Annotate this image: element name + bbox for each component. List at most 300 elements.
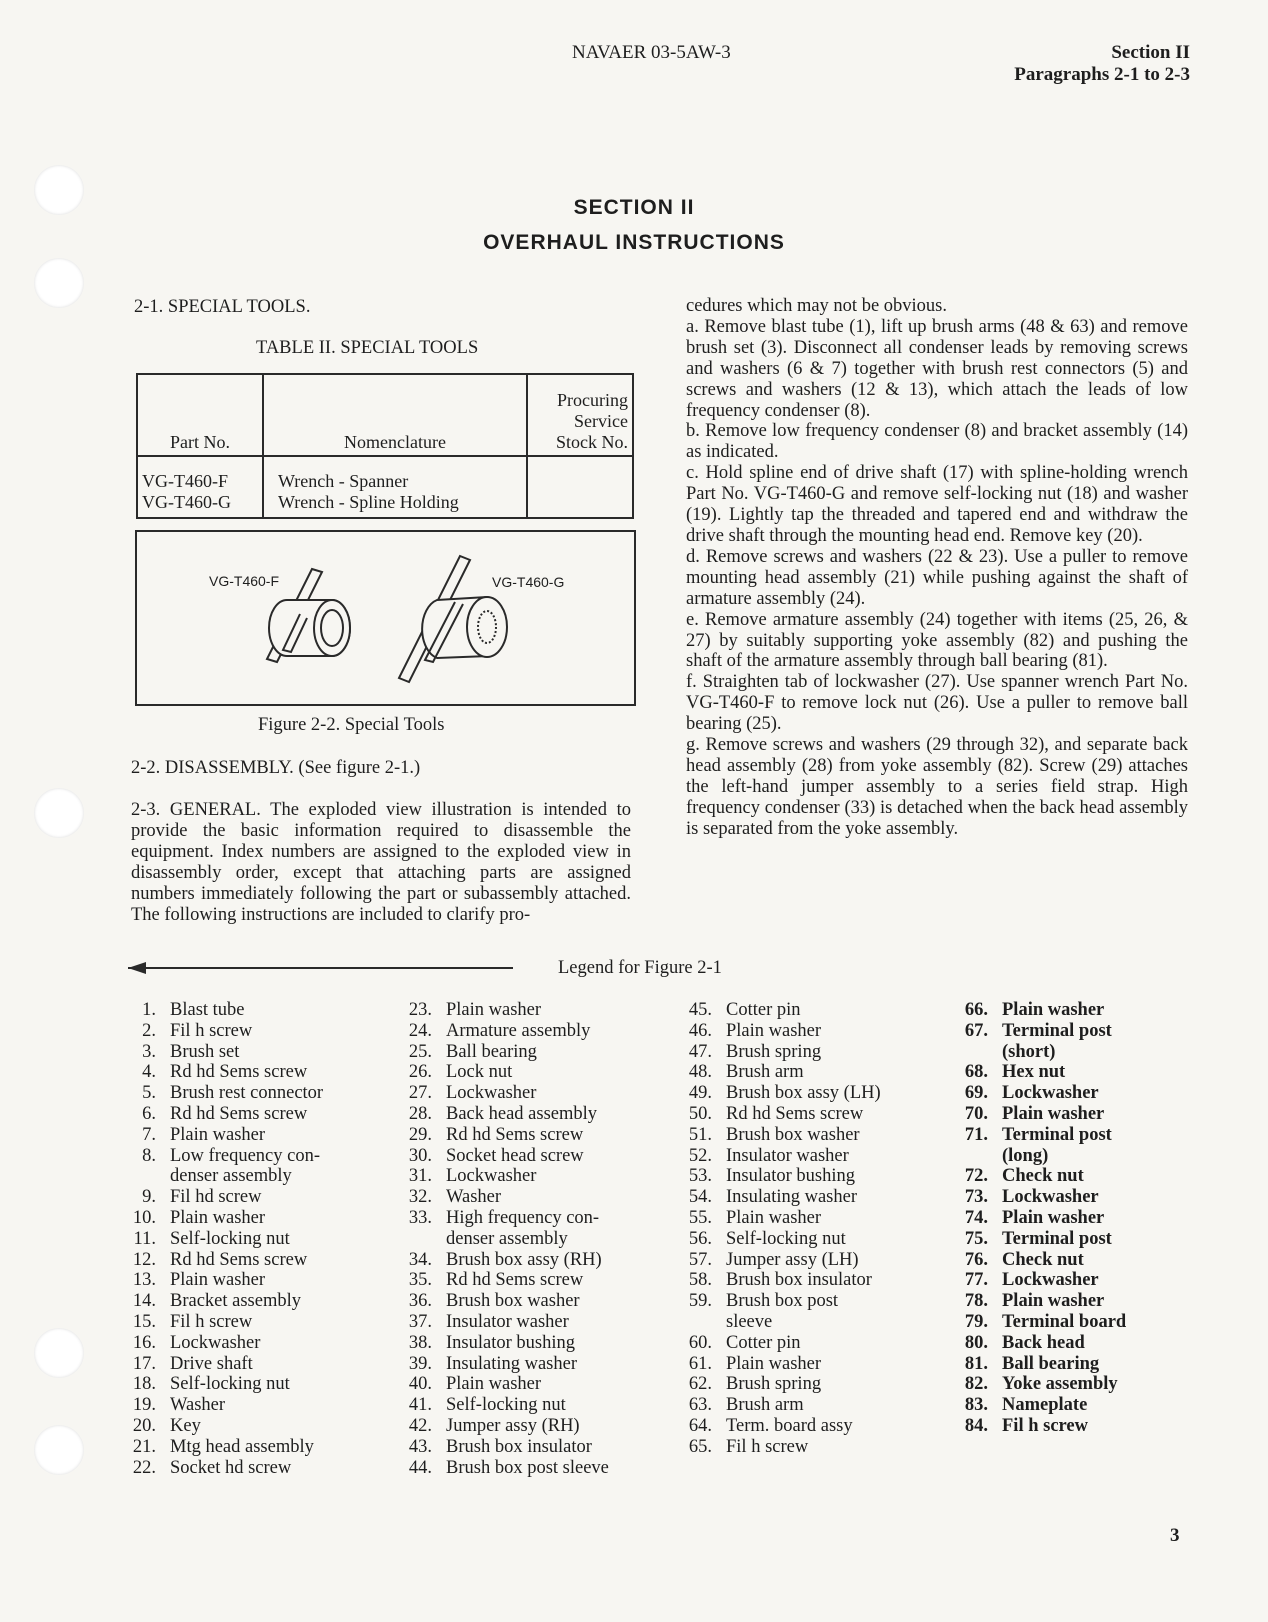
binder-hole-upper	[34, 258, 84, 308]
legend-item-number: 5.	[142, 1083, 156, 1104]
legend-item-name: Plain washer	[1002, 1207, 1105, 1228]
legend-item-number: 3.	[142, 1041, 156, 1062]
legend-item-number: 25.	[408, 1041, 432, 1062]
binder-hole-bottom	[34, 1328, 84, 1378]
legend-item-name: (short)	[1002, 1041, 1056, 1062]
legend-item-number: 36.	[408, 1291, 432, 1312]
legend-item-number: 24.	[408, 1020, 432, 1041]
legend-item-number: 23.	[408, 1000, 432, 1020]
legend-item-number: 34.	[408, 1249, 432, 1270]
legend-item	[126, 1083, 323, 1104]
legend-item	[126, 1229, 323, 1250]
legend-item	[126, 1187, 323, 1208]
legend-item-name: Drive shaft	[170, 1353, 253, 1374]
step-f: f. Straighten tab of lockwasher (27). Use spanner wrench Part No. VG-T460-F to remove lock nut (26). Use a puller to remove ball bearing (25).	[686, 672, 1188, 735]
binder-hole-lower	[34, 1425, 84, 1475]
legend-item-name: Brush spring	[726, 1041, 822, 1062]
legend-item-name: Lock nut	[446, 1062, 513, 1083]
legend-item-number: 16.	[132, 1332, 156, 1353]
legend-item-number: 58.	[688, 1270, 712, 1291]
legend-item-name: Lockwasher	[446, 1083, 537, 1104]
legend-item-number: 33.	[408, 1207, 432, 1228]
legend-item	[404, 1291, 609, 1312]
step-d: d. Remove screws and washers (22 & 23). Use a puller to remove mounting head assembly (21) while pushing against the shaft of armature assembly (24).	[686, 546, 1188, 609]
legend-item	[404, 1125, 609, 1146]
legend-item-name: Terminal post	[1002, 1020, 1112, 1041]
legend-item	[404, 1270, 609, 1291]
legend-item	[684, 1187, 881, 1208]
para-2-3-text: 2-3. GENERAL. The exploded view illustration is intended to provide the basic information required to disassemble the equipment. Index numbers are assigned to the exploded view in disassembly order, except that attaching parts are assigned numbers immediately following the part or subassembly attached. The following instructions are included to clarify pro-	[131, 800, 631, 925]
legend-item-name: Washer	[170, 1395, 226, 1416]
legend-item-number: 43.	[408, 1436, 432, 1457]
legend-item-number: 71.	[964, 1124, 988, 1145]
legend-item-number: 30.	[408, 1145, 432, 1166]
section-label: Section II	[1111, 42, 1190, 63]
legend-item-number: 44.	[408, 1457, 432, 1478]
legend-item-name: Rd hd Sems screw	[446, 1124, 584, 1145]
legend-item-number: 38.	[408, 1332, 432, 1353]
step-g: g. Remove screws and washers (29 through 32), and separate back head assembly (28) from yoke assembly (82). Screw (29) attaches the left-hand jumper assembly to a series field strap. High frequency condenser (33) is detached when the back head assembly is separated from the yoke assembly.	[686, 735, 1188, 839]
legend-item-name: Lockwasher	[170, 1332, 261, 1353]
legend-item	[960, 1021, 1126, 1042]
legend-item-number: 37.	[408, 1311, 432, 1332]
step-e: e. Remove armature assembly (24) together with items (25, 26, & 27) by suitably supporting yoke assembly (82) and pushing the shaft of the armature assembly through ball bearing (81).	[686, 609, 1188, 672]
spanner-wrench-drawing	[267, 569, 350, 662]
legend-item-name: Socket head screw	[446, 1145, 584, 1166]
legend-item-number: 15.	[132, 1311, 156, 1332]
legend-item-number: 55.	[688, 1207, 712, 1228]
legend-item-name: Mtg head assembly	[170, 1436, 314, 1457]
legend-item-number: 65.	[688, 1436, 712, 1457]
legend-item-number: 80.	[964, 1332, 988, 1353]
legend-item-number: 48.	[688, 1062, 712, 1083]
legend-item-number: 12.	[132, 1249, 156, 1270]
legend-item-name: Back head	[1002, 1332, 1085, 1353]
legend-item	[684, 1291, 881, 1312]
legend-item-name: Yoke assembly	[1002, 1374, 1118, 1395]
legend-item-name: Brush box assy (LH)	[726, 1083, 881, 1104]
legend-item	[404, 1208, 609, 1229]
legend-item-name: Brush arm	[726, 1062, 804, 1083]
legend-item	[126, 1437, 323, 1458]
legend-item-name: Jumper assy (RH)	[446, 1415, 580, 1436]
legend-item-name: Nameplate	[1002, 1395, 1088, 1416]
figure-caption: Figure 2-2. Special Tools	[258, 715, 445, 735]
legend-item	[404, 1229, 609, 1250]
legend-item-number: 79.	[964, 1311, 988, 1332]
legend-item-name: Plain washer	[726, 1020, 822, 1041]
para-2-2-heading: 2-2. DISASSEMBLY. (See figure 2-1.)	[131, 758, 421, 778]
legend-item	[960, 1333, 1126, 1354]
legend-item-number: 26.	[408, 1062, 432, 1083]
legend-item	[684, 1083, 881, 1104]
legend-item	[960, 1354, 1126, 1375]
legend-item	[126, 1458, 323, 1479]
legend-item-number: 31.	[408, 1166, 432, 1187]
legend-item	[126, 1208, 323, 1229]
legend-item	[404, 1416, 609, 1437]
legend-item-number: 47.	[688, 1041, 712, 1062]
legend-item-number: 51.	[688, 1124, 712, 1145]
legend-item-name: Back head assembly	[446, 1103, 598, 1124]
legend-item	[126, 1021, 323, 1042]
legend-item-number: 67.	[964, 1020, 988, 1041]
legend-item-name: Check nut	[1002, 1249, 1084, 1270]
legend-item	[126, 1104, 323, 1125]
legend-item-name: Insulator washer	[446, 1311, 569, 1332]
legend-item	[404, 1374, 609, 1395]
legend-item	[404, 1333, 609, 1354]
legend-item-name: Brush box washer	[446, 1291, 580, 1312]
header-part-no: Part No.	[137, 374, 263, 456]
legend-item-name: Plain washer	[446, 1374, 542, 1395]
legend-item	[404, 1083, 609, 1104]
legend-item	[960, 1042, 1126, 1063]
legend-item-number	[960, 1146, 988, 1167]
legend-item-number: 72.	[964, 1166, 988, 1187]
legend-item-number: 62.	[688, 1374, 712, 1395]
legend-item-name: Insulating washer	[446, 1353, 578, 1374]
part-no-cell	[137, 456, 263, 518]
legend-item	[126, 1354, 323, 1375]
legend-item-name: Plain washer	[446, 1000, 542, 1020]
legend-item-number: 70.	[964, 1103, 988, 1124]
step-a: a. Remove blast tube (1), lift up brush arms (48 & 63) and remove brush set (3). Disconnect all condenser leads by removing screws and washers (6 & 7) together with brush rest connectors (5) and screws and washers (12 & 13), which attach the leads of low frequency condenser (8).	[686, 316, 1188, 421]
special-tools-table	[136, 373, 634, 519]
legend-item	[404, 1250, 609, 1271]
legend-item	[404, 1146, 609, 1167]
legend-column-2	[404, 1000, 609, 1478]
legend-item-number: 77.	[964, 1270, 988, 1291]
legend-item	[404, 1021, 609, 1042]
legend-item-name: Self-locking nut	[170, 1374, 290, 1395]
legend-item-name: Ball bearing	[1002, 1353, 1100, 1374]
legend-item-name: Insulator washer	[726, 1145, 849, 1166]
legend-item-name: sleeve	[726, 1311, 773, 1332]
legend-item	[684, 1416, 881, 1437]
legend-item-number: 21.	[132, 1436, 156, 1457]
legend-item-name: Washer	[446, 1187, 502, 1208]
nomenclature-row-1: Wrench - Spanner	[278, 471, 409, 491]
legend-item	[960, 1374, 1126, 1395]
legend-item	[126, 1333, 323, 1354]
legend-item	[684, 1021, 881, 1042]
legend-item-number: 54.	[688, 1187, 712, 1208]
section-reference	[900, 42, 1190, 86]
legend-item-name: Self-locking nut	[446, 1395, 566, 1416]
legend-item-number: 61.	[688, 1353, 712, 1374]
legend-item-name: Self-locking nut	[726, 1228, 846, 1249]
legend-item	[404, 1354, 609, 1375]
legend-item-name: Blast tube	[170, 1000, 245, 1020]
legend-item	[960, 1291, 1126, 1312]
step-c: c. Hold spline end of drive shaft (17) with spline-holding wrench Part No. VG-T460-G and remove self-locking nut (18) and washer (19). Lightly tap the threaded and tapered end and withdraw the drive shaft through the mounting head end. Remove key (20).	[686, 463, 1188, 546]
legend-item-name: Key	[170, 1415, 201, 1436]
legend-item-number: 42.	[408, 1415, 432, 1436]
legend-item	[684, 1333, 881, 1354]
legend-item-name: Rd hd Sems screw	[170, 1062, 308, 1083]
legend-item-name: Brush spring	[726, 1374, 822, 1395]
table-title: TABLE II. SPECIAL TOOLS	[256, 338, 479, 358]
legend-item-name: Jumper assy (LH)	[726, 1249, 859, 1270]
legend-item-name: Terminal post	[1002, 1124, 1112, 1145]
legend-item	[126, 1042, 323, 1063]
legend-item	[960, 1166, 1126, 1187]
legend-column-4	[960, 1000, 1126, 1437]
legend-item-number: 40.	[408, 1374, 432, 1395]
legend-item-name: Armature assembly	[446, 1020, 591, 1041]
legend-column-3	[684, 1000, 881, 1458]
legend-item	[404, 1312, 609, 1333]
legend-item	[404, 1437, 609, 1458]
legend-item-number: 9.	[142, 1187, 156, 1208]
doc-number: NAVAER 03-5AW-3	[572, 42, 731, 63]
special-tools-figure	[135, 530, 636, 706]
legend-item-number: 28.	[408, 1103, 432, 1124]
legend-item-number: 11.	[133, 1228, 156, 1249]
legend-item-name: Ball bearing	[446, 1041, 537, 1062]
legend-item-number: 81.	[964, 1353, 988, 1374]
legend-item-name: Socket hd screw	[170, 1457, 292, 1478]
legend-item-number	[684, 1312, 712, 1333]
legend-item-number: 41.	[408, 1395, 432, 1416]
legend-item-name: Rd hd Sems screw	[170, 1249, 308, 1270]
legend-item-name: Fil h screw	[1002, 1415, 1088, 1436]
legend-item	[126, 1062, 323, 1083]
legend-item-number: 45.	[688, 1000, 712, 1020]
legend-item-number: 75.	[964, 1228, 988, 1249]
legend-item-number	[126, 1166, 156, 1187]
legend-item-name: denser assembly	[170, 1166, 292, 1187]
legend-item-number: 17.	[132, 1353, 156, 1374]
legend-item-number: 46.	[688, 1020, 712, 1041]
legend-item-name: Plain washer	[726, 1353, 822, 1374]
legend-item-number: 60.	[688, 1332, 712, 1353]
legend-item	[126, 1250, 323, 1271]
legend-item-name: (long)	[1002, 1145, 1049, 1166]
legend-item-number: 39.	[408, 1353, 432, 1374]
legend-item	[684, 1312, 881, 1333]
legend-item-number: 27.	[408, 1083, 432, 1104]
legend-title: Legend for Figure 2-1	[558, 958, 722, 978]
legend-item-name: Rd hd Sems screw	[446, 1270, 584, 1291]
legend-item-name: Terminal board	[1002, 1311, 1127, 1332]
legend-item-name: Cotter pin	[726, 1000, 801, 1020]
legend-item	[404, 1458, 609, 1479]
legend-item	[960, 1250, 1126, 1271]
legend-item-name: Cotter pin	[726, 1332, 801, 1353]
legend-item-number: 76.	[964, 1249, 988, 1270]
legend-item-number: 57.	[688, 1249, 712, 1270]
paragraphs-label: Paragraphs 2-1 to 2-3	[1014, 64, 1190, 85]
header-nomenclature: Nomenclature	[263, 374, 527, 456]
legend-item-name: Check nut	[1002, 1166, 1084, 1187]
legend-item-name: Insulating washer	[726, 1187, 858, 1208]
legend-item-number: 50.	[688, 1103, 712, 1124]
legend-arrow-line	[128, 967, 513, 969]
legend-item-number: 13.	[132, 1270, 156, 1291]
legend-item	[404, 1166, 609, 1187]
legend-item	[960, 1416, 1126, 1437]
legend-item	[126, 1146, 323, 1167]
legend-item-number: 22.	[132, 1457, 156, 1478]
tool-drawings	[137, 532, 634, 704]
legend-item-name: Brush box post sleeve	[446, 1457, 609, 1478]
legend-item-name: Insulator bushing	[726, 1166, 855, 1187]
legend-item-name: Plain washer	[1002, 1103, 1105, 1124]
steps-intro: cedures which may not be obvious.	[686, 296, 947, 316]
legend-item	[404, 1000, 609, 1021]
legend-item-number: 4.	[142, 1062, 156, 1083]
legend-item-name: Rd hd Sems screw	[726, 1103, 864, 1124]
legend-item	[960, 1395, 1126, 1416]
legend-item-number: 32.	[408, 1187, 432, 1208]
legend-item-name: Terminal post	[1002, 1228, 1112, 1249]
legend-item-name: Brush set	[170, 1041, 240, 1062]
legend-item-name: denser assembly	[446, 1228, 568, 1249]
legend-item	[960, 1187, 1126, 1208]
legend-item	[404, 1395, 609, 1416]
legend-item-name: Brush box assy (RH)	[446, 1249, 602, 1270]
legend-item-number: 6.	[142, 1103, 156, 1124]
legend-item-name: High frequency con-	[446, 1207, 600, 1228]
legend-item-name: Rd hd Sems screw	[170, 1103, 308, 1124]
legend-item-number: 74.	[964, 1207, 988, 1228]
legend-item-number: 69.	[964, 1083, 988, 1104]
legend-item-name: Fil h screw	[170, 1020, 253, 1041]
legend-item	[126, 1270, 323, 1291]
legend-item-number: 8.	[142, 1145, 156, 1166]
legend-item-number	[404, 1229, 432, 1250]
legend-item-name: Fil h screw	[170, 1311, 253, 1332]
legend-item-name: Brush box post	[726, 1291, 839, 1312]
legend-item-number: 18.	[132, 1374, 156, 1395]
legend-item-name: Lockwasher	[1002, 1083, 1099, 1104]
legend-item-name: Hex nut	[1002, 1062, 1066, 1083]
legend-item	[404, 1104, 609, 1125]
legend-item-number: 19.	[132, 1395, 156, 1416]
legend-item-number: 35.	[408, 1270, 432, 1291]
legend-item	[684, 1374, 881, 1395]
legend-item	[684, 1146, 881, 1167]
legend-item-name: Lockwasher	[446, 1166, 537, 1187]
legend-item	[960, 1104, 1126, 1125]
tool-label-f: VG-T460-F	[209, 573, 280, 589]
legend-item	[960, 1062, 1126, 1083]
legend-item-name: Lockwasher	[1002, 1270, 1099, 1291]
legend-item-number: 29.	[408, 1124, 432, 1145]
legend-item	[126, 1312, 323, 1333]
legend-item-number: 53.	[688, 1166, 712, 1187]
legend-item	[684, 1437, 881, 1458]
legend-item	[960, 1270, 1126, 1291]
para-2-1-heading: 2-1. SPECIAL TOOLS.	[134, 297, 311, 317]
legend-item-name: Plain washer	[170, 1207, 266, 1228]
table-header-row	[137, 374, 633, 456]
legend-item-number: 82.	[964, 1374, 988, 1395]
legend-item	[126, 1416, 323, 1437]
legend-item-number: 49.	[688, 1083, 712, 1104]
legend-item-number: 73.	[964, 1187, 988, 1208]
legend-item-number: 56.	[688, 1228, 712, 1249]
legend-item	[684, 1125, 881, 1146]
legend-item-number: 20.	[132, 1415, 156, 1436]
legend-item-name: Brush box washer	[726, 1124, 860, 1145]
legend-item	[684, 1250, 881, 1271]
legend-item-name: Lockwasher	[1002, 1187, 1099, 1208]
legend-item-name: Brush rest connector	[170, 1083, 324, 1104]
legend-item	[404, 1187, 609, 1208]
spline-wrench-drawing	[399, 556, 507, 682]
legend-item-name: Plain washer	[1002, 1291, 1105, 1312]
legend-item-name: Brush box insulator	[726, 1270, 872, 1291]
legend-item-name: Plain washer	[726, 1207, 822, 1228]
legend-item	[960, 1083, 1126, 1104]
legend-item	[960, 1229, 1126, 1250]
legend-item-name: Brush box insulator	[446, 1436, 592, 1457]
legend-item	[404, 1042, 609, 1063]
legend-item-name: Plain washer	[1002, 1000, 1105, 1020]
legend-item	[684, 1354, 881, 1375]
tool-label-g: VG-T460-G	[492, 574, 565, 590]
legend-item-number	[960, 1042, 988, 1063]
legend-item-number: 64.	[688, 1415, 712, 1436]
legend-item-name: Brush arm	[726, 1395, 804, 1416]
legend-item-name: Plain washer	[170, 1124, 266, 1145]
legend-item-number: 83.	[964, 1395, 988, 1416]
nomenclature-cell	[263, 456, 527, 518]
legend-item	[684, 1166, 881, 1187]
legend-item-name: Low frequency con-	[170, 1145, 320, 1166]
legend-item	[404, 1062, 609, 1083]
binder-hole-middle	[34, 788, 84, 838]
legend-item-number: 1.	[142, 1000, 156, 1020]
legend-item-name: Fil h screw	[726, 1436, 809, 1457]
legend-item-name: Plain washer	[170, 1270, 266, 1291]
legend-item	[960, 1125, 1126, 1146]
legend-item	[126, 1125, 323, 1146]
legend-item	[960, 1000, 1126, 1021]
legend-item-number: 84.	[964, 1415, 988, 1436]
legend-item-number: 14.	[132, 1291, 156, 1312]
section-title: SECTION II	[573, 196, 695, 219]
legend-item	[126, 1000, 323, 1021]
legend-item-name: Term. board assy	[726, 1415, 853, 1436]
legend-item	[684, 1104, 881, 1125]
legend-item	[126, 1291, 323, 1312]
legend-item	[960, 1146, 1126, 1167]
legend-item-number: 52.	[688, 1145, 712, 1166]
legend-item-number: 78.	[964, 1291, 988, 1312]
legend-item-number: 66.	[964, 1000, 988, 1020]
part-no-row-2: VG-T460-G	[142, 492, 231, 512]
legend-item-number: 59.	[688, 1291, 712, 1312]
legend-item-name: Bracket assembly	[170, 1291, 301, 1312]
legend-item	[684, 1000, 881, 1021]
legend-item-name: Self-locking nut	[170, 1228, 290, 1249]
disassembly-steps	[686, 296, 1188, 840]
legend-item	[960, 1208, 1126, 1229]
part-no-row-1: VG-T460-F	[142, 471, 228, 491]
legend-item	[684, 1270, 881, 1291]
legend-column-1	[126, 1000, 323, 1478]
nomenclature-row-2: Wrench - Spline Holding	[278, 492, 459, 512]
legend-item	[684, 1208, 881, 1229]
legend-item	[960, 1312, 1126, 1333]
legend-item	[684, 1042, 881, 1063]
legend-item-number: 2.	[142, 1020, 156, 1041]
table-body	[137, 456, 633, 518]
